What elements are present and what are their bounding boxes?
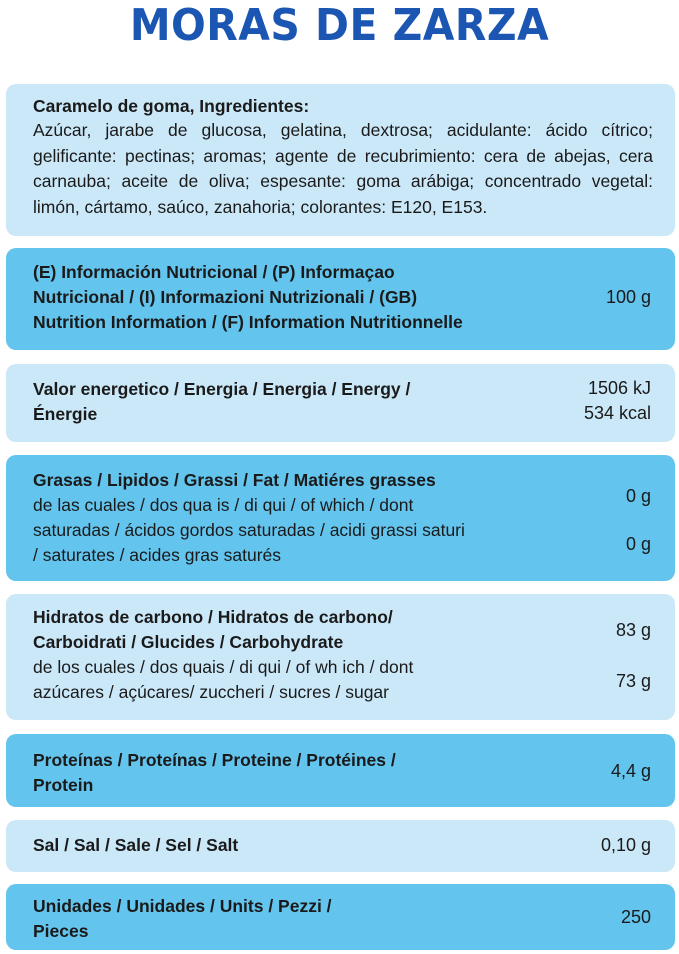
carbs-title-line: Carboidrati / Glucides / Carbohydrate [33,632,344,652]
units-row [6,884,675,950]
protein-label [33,748,396,798]
fat-sub-line: de las cuales / dos qua is / di qui / of which / dont [33,495,414,515]
units-value: 250 [620,907,651,927]
units-label-line: Pieces [33,921,89,941]
units-label-line: Unidades / Unidades / Units / Pezzi / [33,896,332,916]
nutrition-header-line: Nutricional / (I) Informazioni Nutrizionali / (GB) [33,287,418,307]
energy-label [33,377,410,427]
nutrition-header-line: Nutrition Information / (F) Information Nutritionnelle [33,312,463,332]
carbs-sub-line: azúcares / açúcares/ zuccheri / sucres / sugar [33,682,389,702]
units-label [33,894,332,944]
protein-label-line: Proteínas / Proteínas / Proteine / Protéines / [33,750,396,770]
product-title: MORAS DE ZARZA [129,0,550,51]
carbs-sub-line: de los cuales / dos quais / di qui / of wh ich / dont [33,657,414,677]
nutrition-header-value: 100 g [605,287,651,307]
carbs-title-line: Hidratos de carbono / Hidratos de carbono/ [33,607,393,627]
fat-sub-line: / saturates / acides gras saturés [33,545,282,565]
fat-row [6,455,675,581]
salt-value: 0,10 g [600,835,651,855]
protein-label-line: Protein [33,775,94,795]
ingredients-heading: Caramelo de goma, Ingredientes: [33,96,310,116]
energy-row [6,364,675,442]
fat-value: 0 g [625,486,651,506]
fat-label [33,468,465,568]
energy-label-line: Valor energetico / Energia / Energia / Energy / [33,379,411,399]
fat-sub-line: saturadas / ácidos gordos saturadas / acidi grassi saturi [33,520,465,540]
carbs-value: 83 g [615,620,651,640]
energy-label-line: Énergie [33,404,98,424]
ingredients-card [6,84,675,236]
fat-title: Grasas / Lipidos / Grassi / Fat / Matiéres grasses [33,470,436,490]
protein-row [6,734,675,807]
salt-row [6,820,675,872]
energy-value-kcal: 534 kcal [583,403,651,423]
nutrition-header-line: (E) Información Nutricional / (P) Informaçao [33,262,395,282]
carbs-label [33,605,413,705]
energy-value-kj: 1506 kJ [587,378,651,398]
nutrition-header-label [33,260,463,335]
nutrition-header-row [6,248,675,350]
salt-label: Sal / Sal / Sale / Sel / Salt [33,835,239,855]
saturates-value: 0 g [625,534,651,554]
carbs-row [6,594,675,720]
ingredients-text: Azúcar, jarabe de glucosa, gelatina, dextrosa; acidulante: ácido cítrico; gelificante: pectinas; aromas; agente de recubrimiento: cera de abejas, cera carnauba; aceite de oliva; espesante: goma arábiga; concentrado vegetal: limón, cártamo, saúco, zanahoria; colorantes: E120, E153. [33,120,653,217]
sugars-value: 73 g [615,671,651,691]
protein-value: 4,4 g [610,761,651,781]
